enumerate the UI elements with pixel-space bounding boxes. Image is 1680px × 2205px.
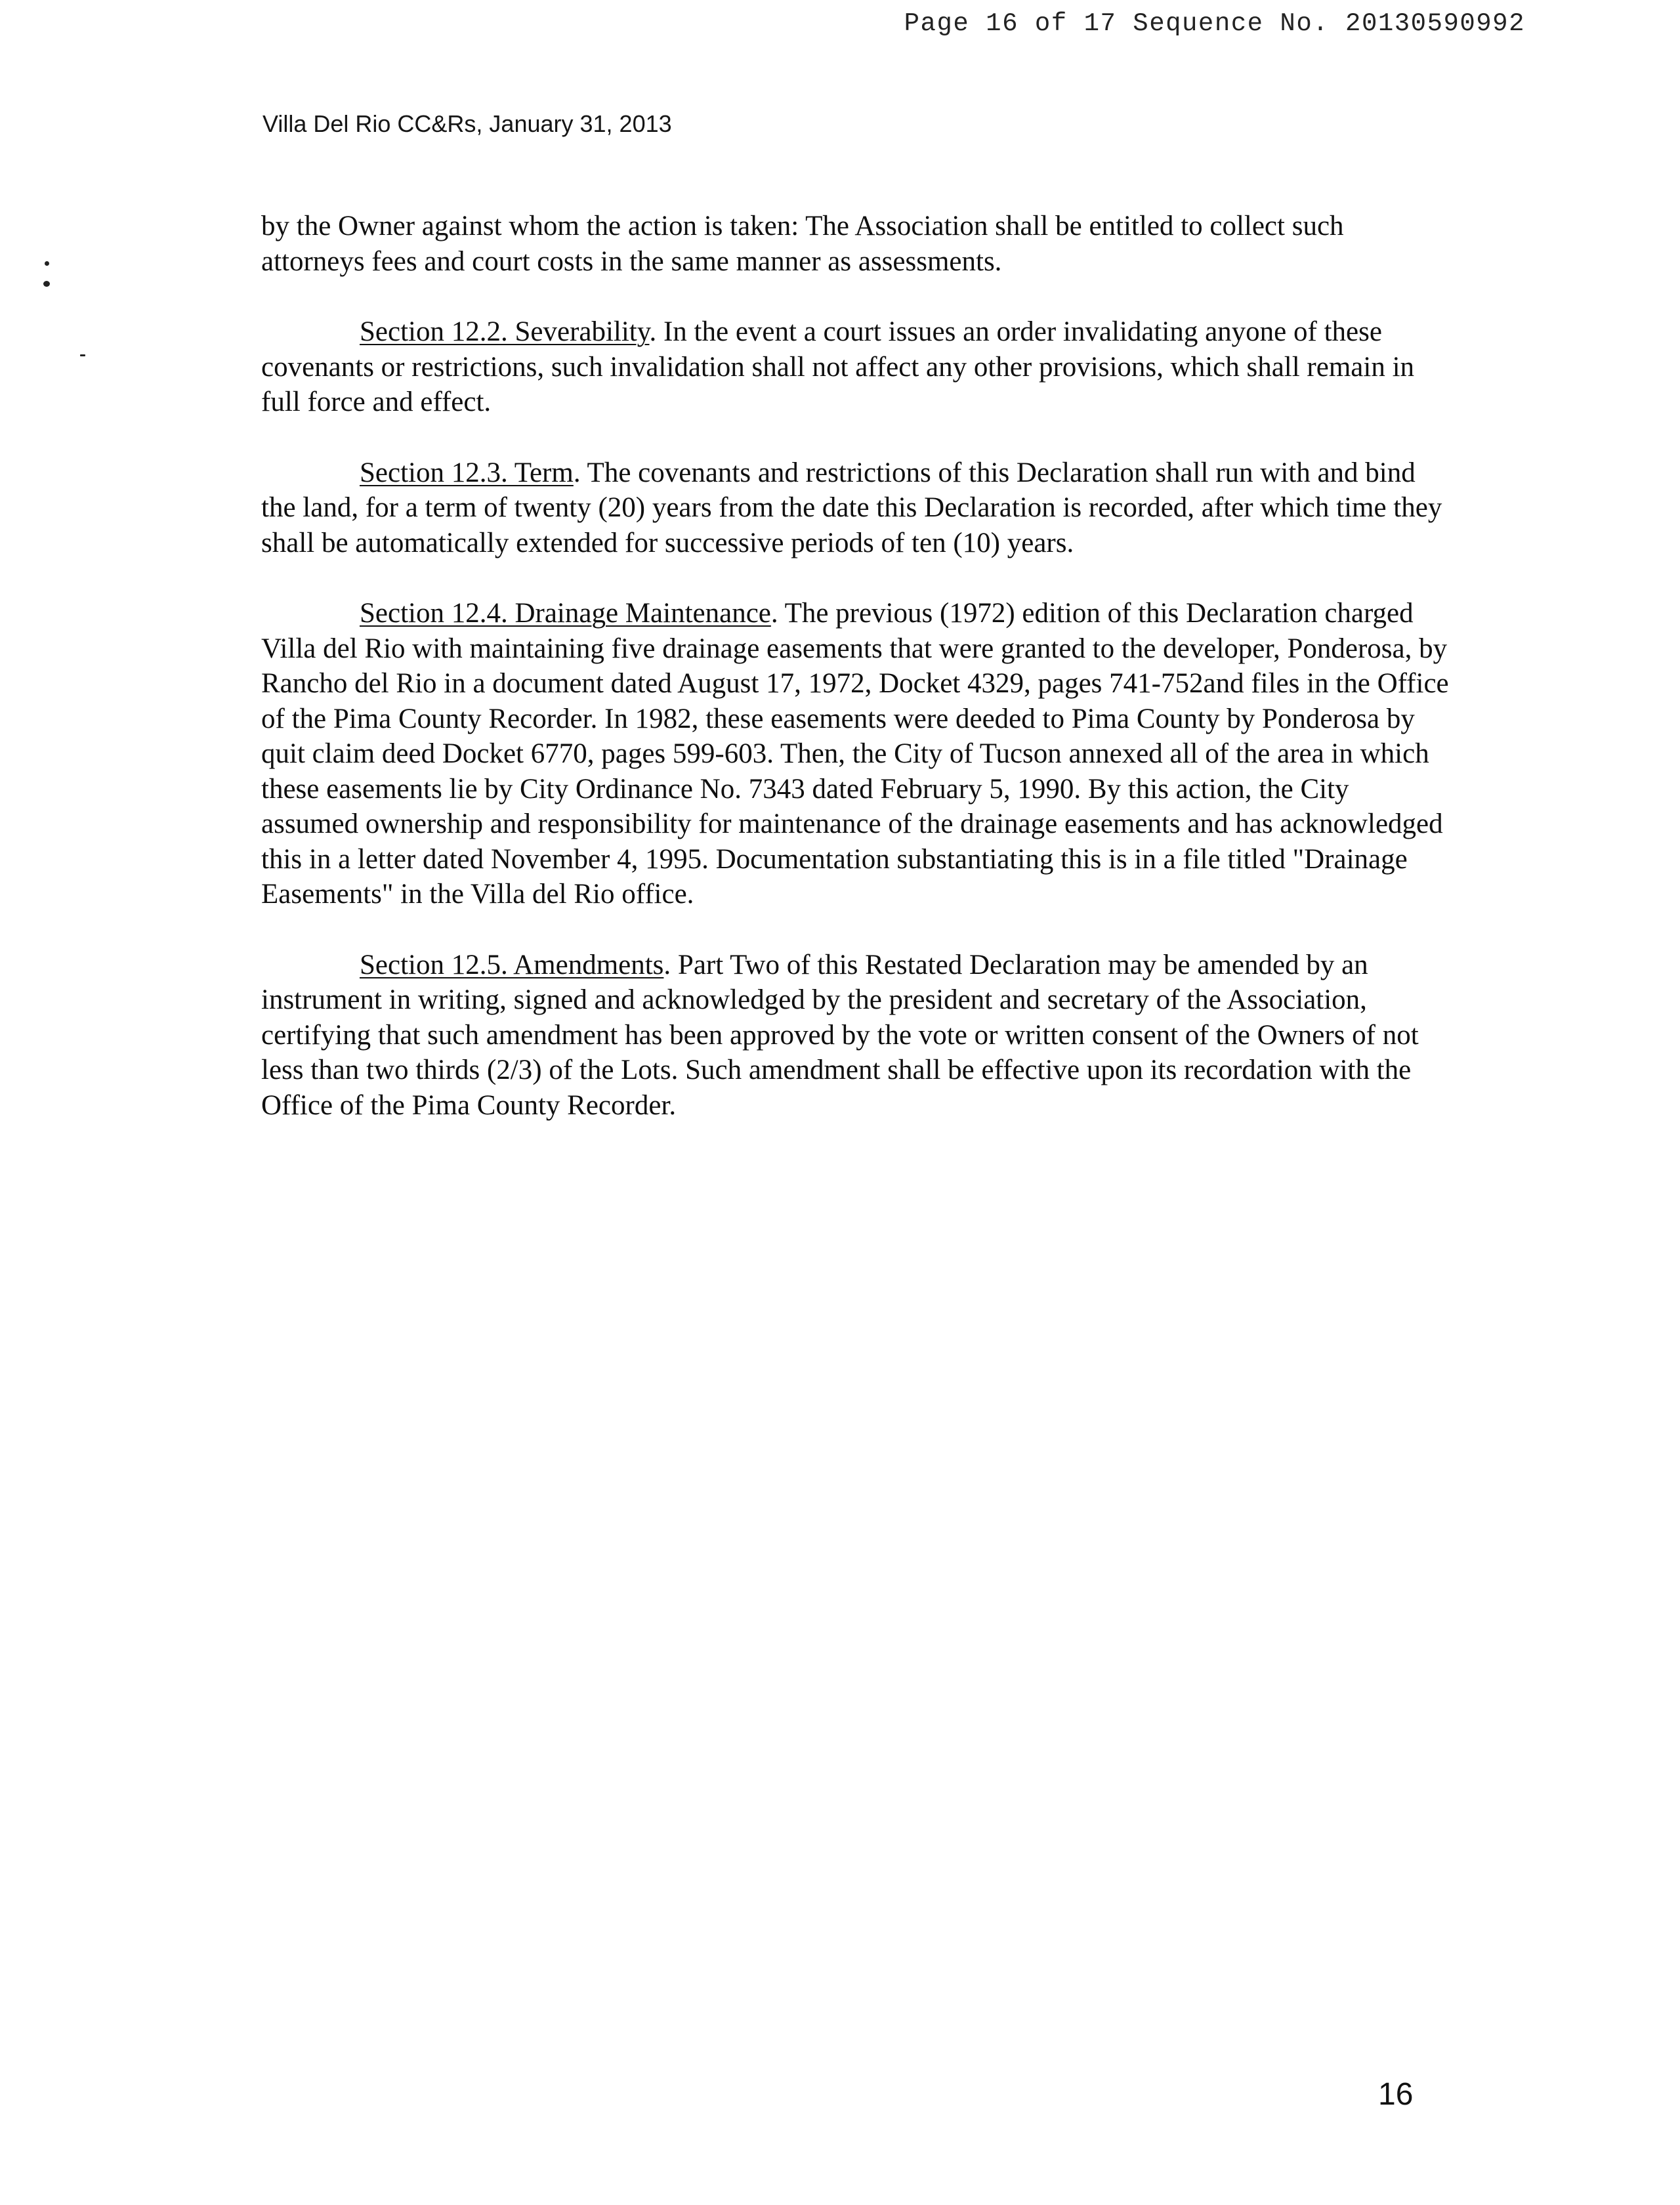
paragraph-continuation <box>261 209 1450 279</box>
document-body <box>261 209 1450 1158</box>
section-heading: Section 12.2. Severability <box>360 316 650 347</box>
section-12-2 <box>261 314 1450 420</box>
section-12-3 <box>261 455 1450 561</box>
section-heading: Section 12.4. Drainage Maintenance <box>360 598 771 629</box>
page-number: 16 <box>1378 2077 1414 2112</box>
section-text: . In the event a court issues an order invalidating anyone of these covenants or restrictions, such invalidation shall not affect any other provisions, which shall remain in full force and effect. <box>261 316 1415 417</box>
scan-speck <box>45 261 49 266</box>
section-heading: Section 12.3. Term <box>360 457 574 488</box>
document-header: Villa Del Rio CC&Rs, January 31, 2013 <box>262 110 672 137</box>
scan-speck <box>80 354 85 356</box>
paragraph-text: by the Owner against whom the action is taken: The Association shall be entitled to collect such attorneys fees and court costs in the same manner as assessments. <box>261 211 1344 277</box>
section-heading: Section 12.5. Amendments <box>360 949 664 980</box>
scan-speck <box>43 281 50 287</box>
section-12-5 <box>261 948 1450 1124</box>
section-text: . The covenants and restrictions of this Declaration shall run with and bind the land, for a term of twenty (20) years from the date this Declaration is recorded, after which time they shall be automatically extended for successive periods of ten (10) years. <box>261 457 1442 558</box>
section-12-4 <box>261 596 1450 912</box>
recording-stamp: Page 16 of 17 Sequence No. 20130590992 <box>904 9 1525 38</box>
section-text: . Part Two of this Restated Declaration may be amended by an instrument in writing, signed and acknowledged by the president and secretary of the Association, certifying that such amendment has been approved by the vote or written consent of the Owners of not less than two thirds (2/3) of the Lots. Such amendment shall be effective upon its recordation with the Office of the Pima County Recorder. <box>261 949 1419 1121</box>
section-text: . The previous (1972) edition of this Declaration charged Villa del Rio with maintaining five drainage easements that were granted to the developer, Ponderosa, by Rancho del Rio in a document dated August 17, 1972, Docket 4329, pages 741-752and files in the Office of the Pima County Recorder. In 1982, these easements were deeded to Pima County by Ponderosa by quit claim deed Docket 6770, pages 599-603. Then, the City of Tucson annexed all of the area in which these easements lie by City Ordinance No. 7343 dated February 5, 1990. By this action, the City assumed ownership and responsibility for maintenance of the drainage easements and has acknowledged this in a letter dated November 4, 1995. Documentation substantiating this is in a file titled "Drainage Easements" in the Villa del Rio office. <box>261 598 1449 910</box>
